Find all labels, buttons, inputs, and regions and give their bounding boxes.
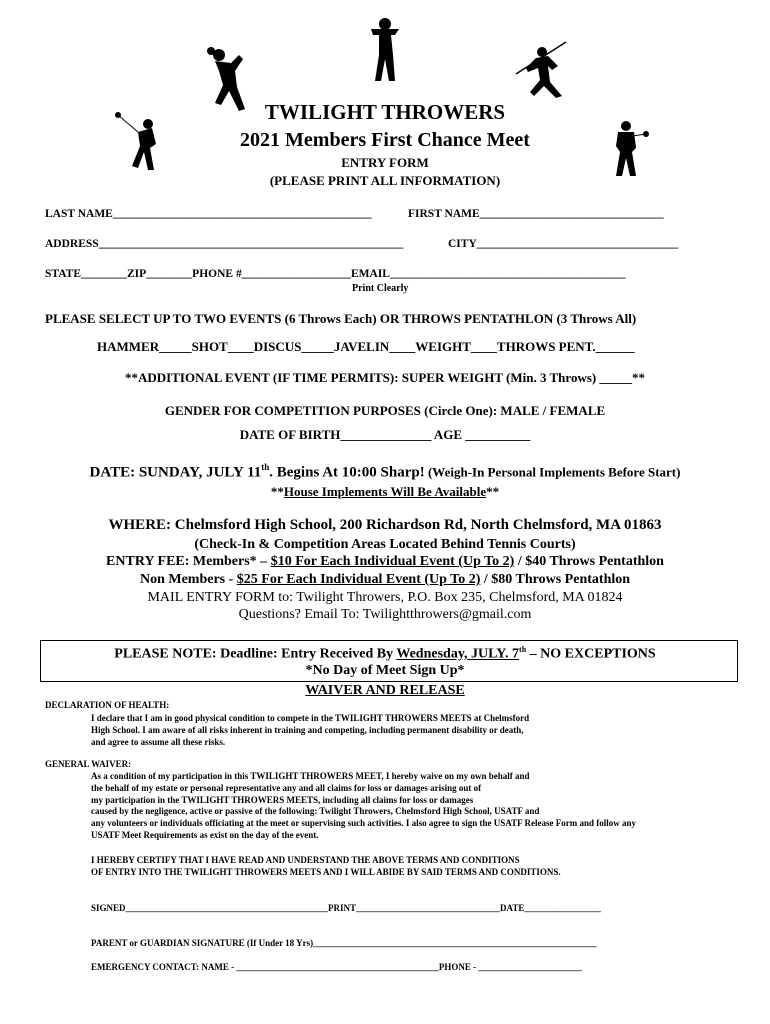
city-field[interactable]: CITY___________________________________ [448,238,679,250]
last-name-field[interactable]: LAST NAME_____________________________________________ [45,208,372,220]
print-note: (PLEASE PRINT ALL INFORMATION) [269,173,501,188]
meet-date-line: DATE: SUNDAY, JULY 11th. Begins At 10:00 Sharp! (Weigh-In Personal Implements Before Start) [89,462,681,481]
health-heading: DECLARATION OF HEALTH: [45,700,170,710]
general-waiver-text: As a condition of my participation in this TWILIGHT THROWERS MEET, I hereby waive on my own behalf and the behalf of my estate or personal representative any and all claims for loss or damages arising out of my participation in the TWILIGHT THROWERS MEETS, including all claims for loss or damages caused by the negligence, active or passive of the following: Twilight Throwers, Chelmsford High School, USATF and any volunteers or individuals officiating at the meet or supervising such activities. I also agree to sign the USATF Release Form and follow any USATF Meet Requirements as exist on the day of the event. [91,771,636,840]
entry-fee-line: ENTRY FEE: Members* – $10 For Each Individual Event (Up To 2) / $40 Throws Pentathlon [106,554,664,569]
events-instruction: PLEASE SELECT UP TO TWO EVENTS (6 Throws Each) OR THROWS PENTATHLON (3 Throws All) [45,311,637,326]
emergency-contact-line[interactable]: EMERGENCY CONTACT: NAME - _____________________________________________PHONE - _______________________ [91,962,582,972]
events-list[interactable]: HAMMER_____SHOT____DISCUS_____JAVELIN____WEIGHT____THROWS PENT.______ [97,339,635,354]
state-zip-phone-email-field[interactable]: STATE________ZIP________PHONE #___________________EMAIL_________________________________________ [45,268,626,280]
form-label: ENTRY FORM [341,155,429,170]
no-sign-up-note: *No Day of Meet Sign Up* [305,663,465,678]
mail-entry-line: MAIL ENTRY FORM to: Twilight Throwers, P.O. Box 235, Chelmsford, MA 01824 [147,590,623,605]
discus-thrower-icon [365,15,405,85]
guardian-signature-line[interactable]: PARENT or GUARDIAN SIGNATURE (If Under 18 Yrs)_______________________________________________________________ [91,938,597,948]
waiver-title: WAIVER AND RELEASE [305,683,465,698]
page-title: TWILIGHT THROWERS [264,100,506,124]
additional-event: **ADDITIONAL EVENT (IF TIME PERMITS): SUPER WEIGHT (Min. 3 Throws) _____** [125,370,645,385]
address-field[interactable]: ADDRESS_____________________________________________________ [45,238,404,250]
non-member-fee-line: Non Members - $25 For Each Individual Event (Up To 2) / $80 Throws Pentathlon [139,572,631,587]
health-text: I declare that I am in good physical condition to compete in the TWILIGHT THROWERS MEETS at Chelmsford High School. I am aware of all risks inherent in training and competing, including permanent disability or death, and agree to assume all these risks. [91,713,530,747]
certification-text: I HEREBY CERTIFY THAT I HAVE READ AND UNDERSTAND THE ABOVE TERMS AND CONDITIONS OF ENTRY INTO THE TWILIGHT THROWERS MEETS AND I WILL ABIDE BY SAID TERMS AND CONDITIONS. [91,855,561,877]
general-waiver-heading: GENERAL WAIVER: [45,759,132,769]
questions-email[interactable]: Questions? Email To: Twilightthrowers@gmail.com [238,607,532,622]
date-of-birth-line[interactable]: DATE OF BIRTH______________ AGE __________ [239,427,531,442]
meet-subtitle: 2021 Members First Chance Meet [240,129,530,151]
check-in-line: (Check-In & Competition Areas Located Behind Tennis Courts) [194,537,576,552]
first-name-field[interactable]: FIRST NAME________________________________ [408,208,664,220]
print-clearly-note: Print Clearly [352,283,409,294]
deadline-line: PLEASE NOTE: Deadline: Entry Received By Wednesday, JULY. 7th – NO EXCEPTIONS [114,645,656,662]
gender-line[interactable]: GENDER FOR COMPETITION PURPOSES (Circle One): MALE / FEMALE [164,403,606,418]
implements-note: **House Implements Will Be Available** [270,484,500,499]
signature-line[interactable]: SIGNED_____________________________________________PRINT________________________________DATE_________________ [91,903,601,913]
javelin-thrower-icon [512,38,572,100]
where-line: WHERE: Chelmsford High School, 200 Richardson Rd, North Chelmsford, MA 01863 [108,517,662,533]
